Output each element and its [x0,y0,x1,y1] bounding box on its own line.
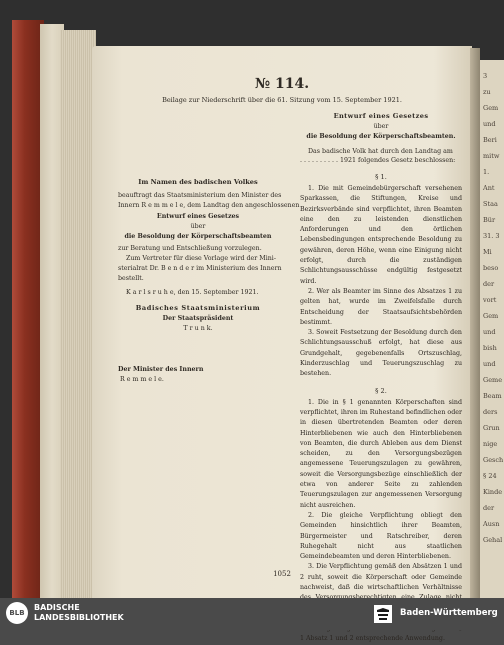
adjacent-page-text: ders [483,408,498,416]
adjacent-page-text: mitw [483,152,500,160]
adjacent-page-text: 3 [483,72,488,80]
adjacent-page-text: Gem [483,104,499,112]
president-name: T r u n k. [183,325,213,332]
coat-of-arms-icon [372,603,394,625]
library-footer [0,598,504,630]
document-number: № 114. [254,76,310,92]
adjacent-page-text: der [483,280,495,288]
section-2-para-3: 3. Die Verpflichtung gemäß den Absätzen 1 und 2 ruht, soweit die Körperschaft oder Gemeinde nachweist, daß die wirtschaftlichen Verhältnisse [300,563,462,591]
adjacent-page-text: und [483,120,496,128]
adjacent-page-text: Gem [483,312,499,320]
adjacent-page-text: Grun [483,424,500,432]
adjacent-page-text: vort [483,296,497,304]
adjacent-page-text: und [483,360,496,368]
minister-name: R e m m e l e. [120,376,164,383]
left-ueber: über [190,223,206,230]
adjacent-page-text: Staa [483,200,498,208]
left-intro-1: beauftragt das Staatsministerium den Minister des [118,192,282,199]
left-subject: die Besoldung der Körperschaftsbeamten [124,233,272,240]
adjacent-page-text: beso [483,264,499,272]
adjacent-page-text: Gehal [483,536,503,544]
adjacent-page-text: der [483,504,495,512]
draft-ueber: über [373,123,389,130]
ministry: Badisches Staatsministerium [135,304,261,312]
section-1-para-2: 2. Wer als Beamter im Sinne des Absatzes 1 zu gelten hat, wurde im Zweifelsfalle durch Entscheidung der Staatsaufsichtsbehörden bestimmt. [300,287,462,326]
page-number: 1052 [273,570,291,578]
adjacent-page-text: Kinde [483,488,503,496]
preamble-2: . . . . . . . . . . 1921 folgendes Gesetz beschlossen: [300,157,456,164]
adjacent-page-text: nige [483,440,498,448]
section-2-para-2: 2. Die gleiche Verpflichtung obliegt den Gemeinden hinsichtlich ihrer Beamten, Bürgermeister und Ratschreiber, deren Ruhegehalt nicht aus staatlichen Gemeindebeamten und deren Hinterbliebenen. [300,511,462,561]
left-vertreter-3: bestellt. [118,275,144,282]
adjacent-page-text: Ausn [483,520,500,528]
section-2-para-1: 1. Die in § 1 genannten Körperschaften sind verpflichtet, ihren im Ruhestand befindlichen oder in diesen übertretenden Beamten oder deren Hinterbliebenen wie auch den Hinterbliebenen von Beamten, die durch Ableben aus dem Dienst scheiden, zu den Versorgungsbezügen angemessene Teuerungszulagen zu gewähren, soweit die Versorgungsbezüge einschließlich der etwa von anderer Seite zu zahlenden Teuerungszulagen zur angemessenen Versorgung nicht ausreichen. [300,398,462,509]
adjacent-page-text: Mi [483,248,492,256]
minister-title: Der Minister des Innern [118,366,204,373]
left-column [118,178,300,383]
section-1-heading: § 1. [375,173,387,181]
adjacent-page-text: Beri [483,136,497,144]
left-vertreter-1: Zum Vertreter für diese Vorlage wird der Mini- [126,255,276,262]
beilage-line: Beilage zur Niederschrift über die 61. Sitzung vom 15. September 1921. [162,96,402,104]
left-vertreter-2: sterialrat Dr. B e n d e r im Ministerium des Innern [118,265,282,272]
footer-line-1: BADISCHE [34,603,80,612]
adjacent-page-text: bish [483,344,497,352]
left-intro-2: Innern R e m m e l e, dem Landtag den angeschlossenen [118,202,300,209]
adjacent-page-text: § 24 [483,472,497,480]
footer-line-2: LANDESBIBLIOTHEK [34,613,124,622]
place-date: K a r l s r u h e, den 15. September 1921. [126,289,259,296]
section-1-para-3: 3. Soweit Festsetzung der Besoldung durch den Schlichtungsausschuß erfolgt, hat diese aus Grundgehalt, gegebenenfalls Ortszuschlag, Kinderzuschlag und Teuerungszuschlag zu bestehen. [300,329,462,378]
page-stack [60,30,96,598]
adjacent-page-text: Bür [483,216,496,224]
blb-logo: BLB [6,602,28,624]
footer-right: Baden-Württemberg [400,608,498,618]
draft-subject: die Besoldung der Körperschaftsbeamten. [306,133,456,140]
book-gutter [470,48,480,598]
adjacent-page-text: und [483,328,496,336]
adjacent-page-text: zu [483,88,491,96]
adjacent-page-text: 1. [483,168,490,176]
section-2-heading: § 2. [375,386,387,395]
adjacent-page [480,60,504,598]
adjacent-page-text: 31. 3 [483,232,500,240]
left-entwurf: Entwurf eines Gesetzes [156,213,240,220]
president-title: Der Staatspräsident [162,315,234,322]
left-heading: Im Namen des badischen Volkes [138,178,258,186]
adjacent-page-text: Ant [483,184,495,192]
adjacent-page-text: Gesch [483,456,504,464]
draft-title: Entwurf eines Gesetzes [333,112,429,120]
left-vorlegen: zur Beratung und Entschließung vorzulegen. [118,245,262,252]
right-column [300,112,462,645]
preamble-1: Das badische Volk hat durch den Landtag am [308,148,453,155]
adjacent-page-text: Beam [483,392,502,400]
section-1-para-1: 1. Die mit Gemeindebürgerschaft versehenen Sparkassen, die Stiftungen, Kreise und Bezirksverbände sind verpflichtet, ihren Beamten eine den zu leistenden dienstlichen Anforderungen und den örtlichen Lebensbedingungen entsprechende Besoldung zu gewähren, deren Höhe, wenn eine Einigung nicht erfolgt, durch die zuständigen Schlichtungsausschüsse endgültig festgesetzt wird. [300,185,462,285]
adjacent-page-text: Geme [483,376,503,384]
section-2-para-4: 1 Absatz 1 und 2 entsprechende Anwendung. [300,635,445,643]
